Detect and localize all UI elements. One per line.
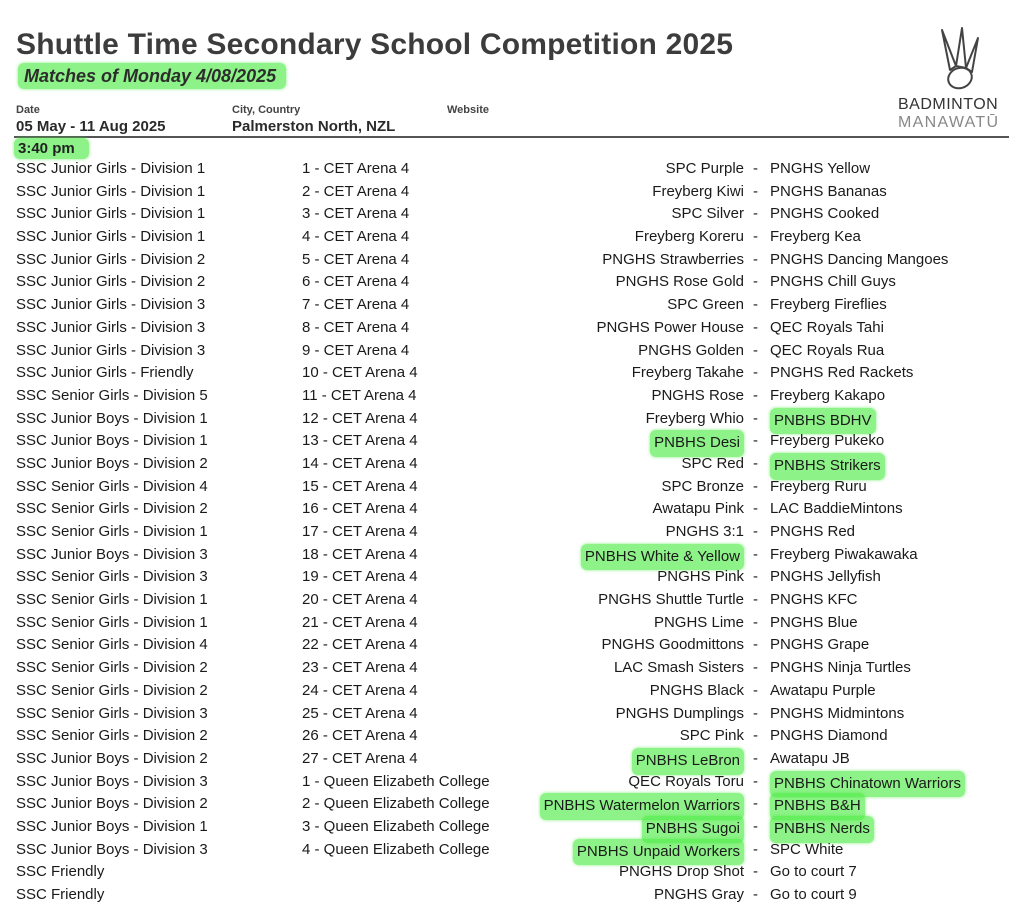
team2-cell: PNGHS Yellow: [770, 160, 871, 177]
match-row: [0, 771, 1025, 794]
court-cell: 24 - CET Arena 4: [302, 681, 418, 699]
team2-cell: PNGHS KFC: [770, 591, 858, 609]
team1-cell: SPC Green: [667, 296, 744, 314]
match-row: [0, 793, 1025, 816]
city-label: City, Country: [232, 104, 301, 116]
team1-cell: PNGHS Rose: [651, 386, 744, 404]
team1-cell: SPC Purple: [665, 160, 744, 177]
court-cell: 3 - Queen Elizabeth College: [302, 817, 490, 835]
match-row: [0, 498, 1025, 521]
court-cell: 3 - CET Arena 4: [302, 205, 410, 223]
team2-cell: PNGHS Jellyfish: [770, 568, 881, 586]
team2-cell: PNGHS Diamond: [770, 727, 888, 745]
team2-cell: Freyberg Pukeko: [770, 432, 885, 450]
court-cell: 2 - Queen Elizabeth College: [302, 795, 490, 813]
versus-dash: -: [753, 250, 758, 268]
court-cell: 26 - CET Arena 4: [302, 727, 418, 745]
court-cell: 22 - CET Arena 4: [302, 636, 418, 654]
versus-dash: -: [753, 500, 758, 518]
match-list: [0, 158, 1025, 907]
match-row: [0, 203, 1025, 226]
court-cell: 1 - Queen Elizabeth College: [302, 772, 490, 790]
team2-cell: PNBHS BDHV: [770, 408, 876, 435]
match-row: [0, 703, 1025, 726]
match-row: [0, 385, 1025, 408]
division-cell: SSC Junior Girls - Division 3: [16, 296, 206, 314]
team2-cell: PNGHS Grape: [770, 636, 870, 654]
match-row: [0, 453, 1025, 476]
court-cell: 6 - CET Arena 4: [302, 273, 410, 291]
court-cell: 13 - CET Arena 4: [302, 432, 418, 450]
division-cell: SSC Junior Boys - Division 3: [16, 772, 208, 790]
court-cell: 14 - CET Arena 4: [302, 454, 418, 472]
team1-cell: LAC Smash Sisters: [613, 659, 744, 677]
page-title: Shuttle Time Secondary School Competition 2025: [16, 28, 734, 61]
team2-cell: PNGHS Red: [770, 523, 856, 540]
versus-dash: -: [753, 409, 758, 427]
versus-dash: -: [753, 182, 758, 200]
versus-dash: -: [753, 386, 758, 404]
versus-dash: -: [753, 341, 758, 359]
team2-cell: PNBHS B&H: [770, 793, 865, 820]
team2-cell: PNGHS Bananas: [770, 182, 887, 200]
versus-dash: -: [753, 795, 758, 813]
versus-dash: -: [753, 545, 758, 563]
versus-dash: -: [753, 477, 758, 495]
versus-dash: -: [753, 840, 758, 858]
court-cell: 2 - CET Arena 4: [302, 182, 410, 200]
court-cell: 9 - CET Arena 4: [302, 341, 410, 359]
team1-cell: SPC Pink: [679, 727, 744, 745]
team2-cell: LAC BaddieMintons: [770, 500, 903, 518]
court-cell: 19 - CET Arena 4: [302, 568, 418, 586]
versus-dash: -: [753, 772, 758, 790]
versus-dash: -: [753, 228, 758, 246]
team2-cell: PNGHS Chill Guys: [770, 273, 896, 291]
division-cell: SSC Senior Girls - Division 2: [16, 500, 208, 518]
court-cell: 7 - CET Arena 4: [302, 296, 410, 314]
division-cell: SSC Junior Boys - Division 3: [16, 840, 208, 858]
versus-dash: -: [753, 568, 758, 586]
team1-cell: PNGHS Goodmittons: [601, 636, 744, 654]
division-cell: SSC Junior Boys - Division 1: [16, 817, 208, 835]
match-row: [0, 408, 1025, 431]
team2-cell: PNGHS Midmintons: [770, 704, 905, 722]
versus-dash: -: [753, 364, 758, 382]
court-cell: 16 - CET Arena 4: [302, 500, 418, 518]
versus-dash: -: [753, 863, 758, 881]
city-value: Palmerston North, NZL: [232, 118, 396, 135]
team1-cell: Freyberg Takahe: [631, 364, 744, 382]
match-row: [0, 612, 1025, 635]
division-cell: SSC Junior Boys - Division 1: [16, 432, 208, 450]
match-row: [0, 839, 1025, 862]
division-cell: SSC Senior Girls - Division 2: [16, 659, 208, 677]
team2-cell: PNGHS Red Rackets: [770, 364, 914, 382]
division-cell: SSC Friendly: [16, 863, 105, 881]
division-cell: SSC Junior Girls - Division 2: [16, 250, 206, 268]
team1-cell: PNGHS Drop Shot: [618, 863, 744, 881]
division-cell: SSC Senior Girls - Division 1: [16, 523, 208, 540]
versus-dash: -: [753, 296, 758, 314]
match-row: [0, 294, 1025, 317]
division-cell: SSC Junior Boys - Division 2: [16, 749, 208, 767]
match-row: [0, 544, 1025, 567]
team2-cell: Awatapu Purple: [770, 681, 876, 699]
team2-cell: PNBHS Strikers: [770, 453, 885, 480]
team1-cell: QEC Royals Toru: [628, 772, 744, 790]
court-cell: 4 - CET Arena 4: [302, 228, 410, 246]
division-cell: SSC Senior Girls - Division 2: [16, 727, 208, 745]
page-subtitle: [18, 66, 286, 87]
time-text: 3:40 pm: [14, 138, 89, 159]
team1-cell: Freyberg Whio: [645, 409, 744, 427]
team1-cell: PNGHS 3:1: [665, 523, 744, 540]
match-row: [0, 476, 1025, 499]
date-label: Date: [16, 104, 40, 116]
court-cell: 1 - CET Arena 4: [302, 160, 410, 177]
division-cell: SSC Senior Girls - Division 2: [16, 681, 208, 699]
team1-cell: PNGHS Shuttle Turtle: [598, 591, 744, 609]
division-cell: SSC Junior Girls - Division 2: [16, 273, 206, 291]
team2-cell: Freyberg Ruru: [770, 477, 867, 495]
team1-cell: PNBHS Desi: [650, 430, 744, 457]
team1-cell: Freyberg Kiwi: [652, 182, 744, 200]
court-cell: 4 - Queen Elizabeth College: [302, 840, 490, 858]
versus-dash: -: [753, 160, 758, 177]
division-cell: SSC Senior Girls - Division 3: [16, 568, 208, 586]
team2-cell: Freyberg Kakapo: [770, 386, 886, 404]
versus-dash: -: [753, 613, 758, 631]
match-row: [0, 226, 1025, 249]
court-cell: 15 - CET Arena 4: [302, 477, 418, 495]
team2-cell: Freyberg Fireflies: [770, 296, 887, 314]
date-value: 05 May - 11 Aug 2025: [16, 118, 166, 135]
division-cell: SSC Junior Girls - Division 1: [16, 160, 206, 177]
versus-dash: -: [753, 727, 758, 745]
match-row: [0, 816, 1025, 839]
match-row: [0, 430, 1025, 453]
team2-cell: PNGHS Cooked: [770, 205, 880, 223]
versus-dash: -: [753, 886, 758, 903]
division-cell: SSC Junior Boys - Division 2: [16, 454, 208, 472]
division-cell: SSC Junior Boys - Division 2: [16, 795, 208, 813]
court-cell: 12 - CET Arena 4: [302, 409, 418, 427]
court-cell: 10 - CET Arena 4: [302, 364, 418, 382]
versus-dash: -: [753, 523, 758, 540]
versus-dash: -: [753, 318, 758, 336]
versus-dash: -: [753, 749, 758, 767]
team1-cell: Awatapu Pink: [652, 500, 744, 518]
versus-dash: -: [753, 704, 758, 722]
team1-cell: PNGHS Rose Gold: [615, 273, 744, 291]
court-cell: 20 - CET Arena 4: [302, 591, 418, 609]
team2-cell: Freyberg Piwakawaka: [770, 545, 918, 563]
division-cell: SSC Junior Girls - Friendly: [16, 364, 194, 382]
court-cell: 23 - CET Arena 4: [302, 659, 418, 677]
court-cell: 8 - CET Arena 4: [302, 318, 410, 336]
team1-cell: PNGHS Dumplings: [615, 704, 744, 722]
court-cell: 17 - CET Arena 4: [302, 523, 418, 540]
match-row: [0, 249, 1025, 272]
team2-cell: Awatapu JB: [770, 749, 850, 767]
team2-cell: PNBHS Nerds: [770, 816, 874, 843]
match-row: [0, 521, 1025, 544]
time-slot: [14, 140, 89, 157]
team1-cell: PNBHS White & Yellow: [581, 544, 744, 571]
match-row: [0, 884, 1025, 907]
match-row: [0, 634, 1025, 657]
match-row: [0, 271, 1025, 294]
team1-cell: PNGHS Black: [649, 681, 744, 699]
team1-cell: PNBHS Watermelon Warriors: [540, 793, 744, 820]
division-cell: SSC Senior Girls - Division 4: [16, 477, 208, 495]
team2-cell: Go to court 7: [770, 863, 857, 881]
match-row: [0, 589, 1025, 612]
match-row: [0, 340, 1025, 363]
court-cell: 5 - CET Arena 4: [302, 250, 410, 268]
versus-dash: -: [753, 273, 758, 291]
division-cell: SSC Junior Girls - Division 1: [16, 182, 206, 200]
team1-cell: PNGHS Pink: [657, 568, 744, 586]
team2-cell: SPC White: [770, 840, 844, 858]
division-cell: SSC Senior Girls - Division 4: [16, 636, 208, 654]
team1-cell: PNBHS LeBron: [632, 748, 744, 775]
court-cell: 25 - CET Arena 4: [302, 704, 418, 722]
badminton-manawatu-logo: [894, 26, 1018, 136]
versus-dash: -: [753, 591, 758, 609]
website-label: Website: [447, 104, 489, 116]
court-cell: 27 - CET Arena 4: [302, 749, 418, 767]
team1-cell: SPC Bronze: [661, 477, 744, 495]
team2-cell: PNBHS Chinatown Warriors: [770, 771, 965, 798]
versus-dash: -: [753, 636, 758, 654]
versus-dash: -: [753, 454, 758, 472]
team2-cell: PNGHS Blue: [770, 613, 858, 631]
match-row: [0, 566, 1025, 589]
versus-dash: -: [753, 205, 758, 223]
logo-line-2: MANAWATŪ: [898, 114, 1000, 131]
match-row: [0, 317, 1025, 340]
team1-cell: PNGHS Lime: [653, 613, 744, 631]
division-cell: SSC Junior Girls - Division 3: [16, 341, 206, 359]
division-cell: SSC Junior Boys - Division 1: [16, 409, 208, 427]
team1-cell: PNBHS Sugoi: [642, 816, 744, 843]
versus-dash: -: [753, 681, 758, 699]
team2-cell: Go to court 9: [770, 886, 857, 903]
court-cell: 18 - CET Arena 4: [302, 545, 418, 563]
team1-cell: PNBHS Unpaid Workers: [573, 839, 744, 866]
match-row: [0, 748, 1025, 771]
match-row: [0, 181, 1025, 204]
team2-cell: PNGHS Dancing Mangoes: [770, 250, 949, 268]
division-cell: SSC Senior Girls - Division 1: [16, 613, 208, 631]
court-cell: 11 - CET Arena 4: [302, 386, 417, 404]
division-cell: SSC Junior Girls - Division 1: [16, 205, 206, 223]
team2-cell: Freyberg Kea: [770, 228, 861, 246]
team1-cell: PNGHS Power House: [596, 318, 744, 336]
team1-cell: SPC Silver: [671, 205, 744, 223]
division-cell: SSC Junior Girls - Division 1: [16, 228, 206, 246]
shuttlecock-icon: [932, 26, 984, 94]
division-cell: SSC Senior Girls - Division 5: [16, 386, 208, 404]
team1-cell: PNGHS Gray: [653, 886, 744, 903]
team1-cell: PNGHS Strawberries: [602, 250, 744, 268]
match-row: [0, 861, 1025, 884]
team1-cell: SPC Red: [681, 454, 744, 472]
match-row: [0, 725, 1025, 748]
versus-dash: -: [753, 432, 758, 450]
division-cell: SSC Junior Girls - Division 3: [16, 318, 206, 336]
division-cell: SSC Senior Girls - Division 3: [16, 704, 208, 722]
team1-cell: Freyberg Koreru: [634, 228, 744, 246]
header-divider: [14, 136, 1009, 138]
logo-line-1: BADMINTON: [898, 96, 999, 113]
match-row: [0, 362, 1025, 385]
court-cell: 21 - CET Arena 4: [302, 613, 418, 631]
match-row: [0, 657, 1025, 680]
team2-cell: PNGHS Ninja Turtles: [770, 659, 911, 677]
versus-dash: -: [753, 659, 758, 677]
division-cell: SSC Friendly: [16, 886, 105, 903]
team2-cell: QEC Royals Tahi: [770, 318, 884, 336]
division-cell: SSC Junior Boys - Division 3: [16, 545, 208, 563]
division-cell: SSC Senior Girls - Division 1: [16, 591, 208, 609]
subtitle-text: Matches of Monday 4/08/2025: [18, 63, 286, 89]
versus-dash: -: [753, 817, 758, 835]
team2-cell: QEC Royals Rua: [770, 341, 885, 359]
match-row: [0, 158, 1025, 181]
match-row: [0, 680, 1025, 703]
team1-cell: PNGHS Golden: [638, 341, 744, 359]
